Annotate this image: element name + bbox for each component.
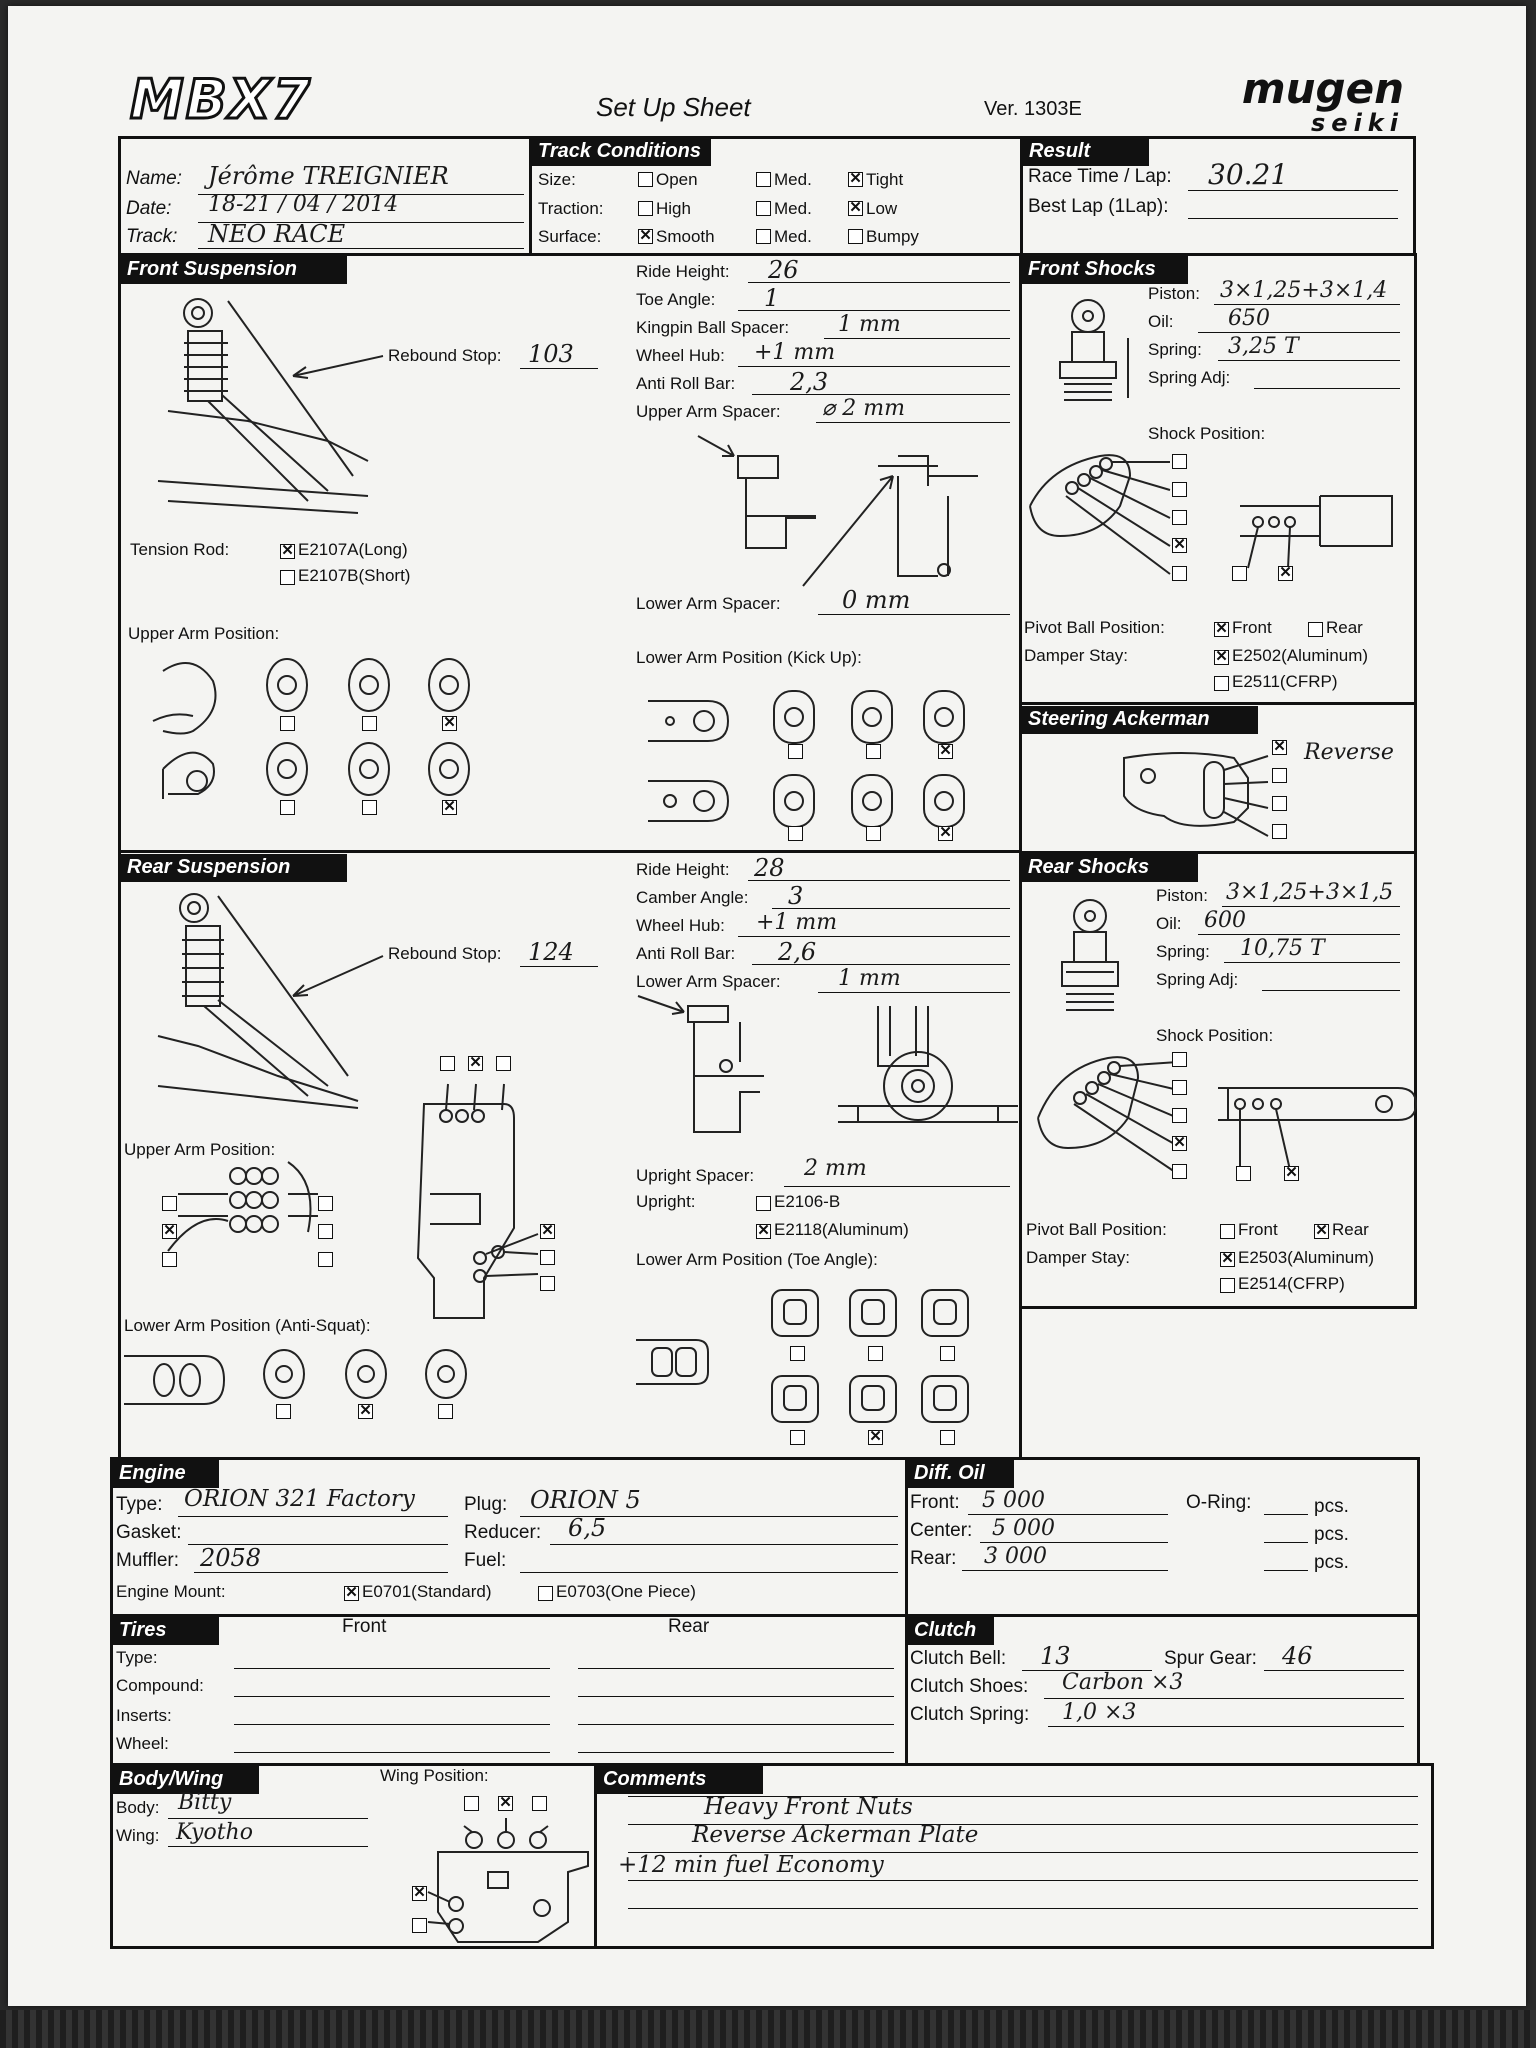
background-mat (0, 2010, 1536, 2048)
diff-center-label: Center: (910, 1520, 973, 1541)
rear-ride-height-label: Ride Height: (636, 860, 730, 879)
front-ride-height-label: Ride Height: (636, 262, 730, 281)
diff-front-label: Front: (910, 1492, 960, 1513)
wing-pos-2-checkbox[interactable]: ✕ (499, 1794, 512, 1811)
front-shock-pos-5-checkbox[interactable] (1172, 566, 1187, 581)
rear-upright-spacer-value[interactable]: 2 mm (804, 1156, 867, 1181)
rear-tower-low-1-checkbox[interactable]: ✕ (541, 1222, 554, 1239)
rear-tower-low-3-checkbox[interactable] (540, 1276, 555, 1291)
front-toe-value[interactable]: 1 (764, 284, 780, 312)
ackerman-note[interactable]: Reverse (1304, 740, 1394, 765)
body-wing-header: Body/Wing (113, 1766, 259, 1794)
rear-shock-pos-1-checkbox[interactable] (1172, 1052, 1187, 1067)
front-suspension-header: Front Suspension (121, 256, 347, 284)
plug-value[interactable]: ORION 5 (530, 1486, 641, 1514)
name-value[interactable]: Jérôme TREIGNIER (208, 162, 449, 190)
rear-damper-cfrp-checkbox[interactable] (1220, 1278, 1235, 1293)
rear-shock-diagram (158, 886, 378, 1116)
spur-gear-value[interactable]: 46 (1282, 1642, 1313, 1670)
wing-label: Wing: (116, 1826, 160, 1845)
front-lower-arm-diagram (648, 681, 978, 841)
diff-front-value[interactable]: 5 000 (982, 1488, 1045, 1513)
wing-pos-1-checkbox[interactable] (464, 1796, 479, 1811)
rear-lower-arm-toe-label: Lower Arm Position (Toe Angle): (636, 1250, 878, 1269)
rear-arm-pos-2-checkbox[interactable]: ✕ (1285, 1164, 1298, 1181)
spur-gear-label: Spur Gear: (1164, 1648, 1257, 1669)
result-header: Result (1023, 138, 1149, 166)
front-upper-arm-position-label: Upper Arm Position: (128, 624, 280, 643)
front-wheel-hub-label: Wheel Hub: (636, 346, 725, 365)
wing-mount-diagram (408, 1812, 588, 1942)
clutch-spring-value[interactable]: 1,0 ×3 (1062, 1700, 1137, 1725)
muffler-label: Muffler: (116, 1550, 180, 1571)
rear-arm-pos-1-checkbox[interactable] (1236, 1166, 1251, 1181)
rear-hub-diagram (638, 996, 1018, 1146)
body-value[interactable]: Bitty (178, 1790, 232, 1815)
gasket-label: Gasket: (116, 1522, 182, 1543)
plug-label: Plug: (464, 1494, 508, 1515)
clutch-bell-value[interactable]: 13 (1040, 1642, 1071, 1670)
front-lower-arm-position-label: Lower Arm Position (Kick Up): (636, 648, 862, 667)
front-lower-arm-pos-3-checkbox[interactable]: ✕ (939, 742, 952, 759)
reducer-label: Reducer: (464, 1522, 542, 1543)
diff-rear-label: Rear: (910, 1548, 957, 1569)
rear-lower-arm-spacer-label: Lower Arm Spacer: (636, 972, 781, 991)
rear-upper-arm-right-1-checkbox[interactable] (318, 1196, 333, 1211)
front-upper-arm-pos-4-checkbox[interactable] (280, 800, 295, 815)
size-med-checkbox[interactable] (756, 172, 771, 187)
rear-spring-label: Spring: (1156, 942, 1210, 961)
front-shock-pos-2-checkbox[interactable] (1172, 482, 1187, 497)
front-upper-arm-spacer-value[interactable]: ⌀ 2 mm (822, 396, 905, 421)
tension-short-checkbox[interactable] (280, 570, 295, 585)
front-arm-pos-1-checkbox[interactable] (1232, 566, 1247, 581)
front-lower-arm-pos-5-checkbox[interactable] (866, 826, 881, 841)
race-time-label: Race Time / Lap: (1028, 166, 1172, 187)
wing-mount-1-checkbox[interactable]: ✕ (413, 1884, 426, 1901)
front-spring-value[interactable]: 3,25 T (1228, 334, 1299, 359)
tire-rear-type-field[interactable] (578, 1668, 894, 1669)
rear-tower-pos-2-checkbox[interactable]: ✕ (469, 1054, 482, 1071)
rear-tower-low-2-checkbox[interactable] (540, 1250, 555, 1265)
front-lower-arm-pos-6-checkbox[interactable]: ✕ (939, 824, 952, 841)
upright-e2118-checkbox[interactable]: ✕ (757, 1222, 770, 1239)
engine-mount-label: Engine Mount: (116, 1582, 226, 1601)
surface-smooth-checkbox[interactable]: ✕ (639, 227, 652, 244)
body-label: Body: (116, 1798, 160, 1817)
oring-front-field[interactable] (1264, 1514, 1308, 1515)
tires-header: Tires (113, 1617, 219, 1645)
tires-front-header: Front (342, 1616, 387, 1637)
comment-line-3[interactable]: +12 min fuel Economy (618, 1852, 884, 1878)
rear-toe-pos-3-checkbox[interactable] (940, 1346, 955, 1361)
rear-shock-pos-5-checkbox[interactable] (1172, 1164, 1187, 1179)
front-anti-roll-value[interactable]: 2,3 (790, 368, 829, 396)
rear-rebound-value[interactable]: 124 (528, 938, 574, 966)
rear-shock-body-icon (1048, 898, 1138, 1028)
front-rebound-value[interactable]: 103 (528, 340, 574, 368)
traction-high-checkbox[interactable] (638, 201, 653, 216)
surface-bumpy-checkbox[interactable] (848, 229, 863, 244)
rear-upper-arm-left-1-checkbox[interactable] (162, 1196, 177, 1211)
rear-rebound-label: Rebound Stop: (388, 944, 502, 963)
rear-upright-spacer-label: Upright Spacer: (636, 1166, 755, 1185)
muffler-value[interactable]: 2058 (200, 1544, 262, 1572)
comment-line-2[interactable]: Reverse Ackerman Plate (692, 1822, 979, 1848)
front-shock-pos-1-checkbox[interactable] (1172, 454, 1187, 469)
front-pivot-label: Pivot Ball Position: (1024, 618, 1165, 637)
traction-med-checkbox[interactable] (756, 201, 771, 216)
front-kingpin-label: Kingpin Ball Spacer: (636, 318, 790, 337)
front-ride-height-value[interactable]: 26 (768, 256, 799, 284)
front-lower-arm-pos-2-checkbox[interactable] (866, 744, 881, 759)
comments-header: Comments (597, 1766, 763, 1794)
wing-mount-2-checkbox[interactable] (412, 1918, 427, 1933)
wing-pos-3-checkbox[interactable] (532, 1796, 547, 1811)
tire-rear-inserts-field[interactable] (578, 1724, 894, 1725)
front-upper-arm-pos-3-checkbox[interactable]: ✕ (443, 714, 456, 731)
size-open-checkbox[interactable] (638, 172, 653, 187)
clutch-spring-label: Clutch Spring: (910, 1704, 1030, 1725)
front-wheel-hub-value[interactable]: +1 mm (754, 340, 836, 365)
rear-oil-value[interactable]: 600 (1204, 908, 1246, 933)
front-spring-label: Spring: (1148, 340, 1202, 359)
mbx7-logo: MBX7 (130, 68, 313, 131)
traction-low-checkbox[interactable]: ✕ (849, 199, 862, 216)
diff-center-value[interactable]: 5 000 (992, 1516, 1055, 1541)
rear-lower-arm-spacer-value[interactable]: 1 mm (838, 966, 901, 991)
diff-rear-value[interactable]: 3 000 (984, 1544, 1047, 1569)
front-piston-label: Piston: (1148, 284, 1200, 303)
rear-lower-arm-anti-label: Lower Arm Position (Anti-Squat): (124, 1316, 371, 1335)
ackerman-pos-2-checkbox[interactable] (1272, 768, 1287, 783)
rear-anti-roll-value[interactable]: 2,6 (778, 938, 817, 966)
date-label: Date: (126, 198, 172, 219)
best-lap-label: Best Lap (1Lap): (1028, 196, 1169, 217)
front-hub-diagram (698, 436, 988, 586)
rear-toe-pos-1-checkbox[interactable] (790, 1346, 805, 1361)
rear-upper-arm-right-2-checkbox[interactable] (318, 1224, 333, 1239)
tire-rear-wheel-field[interactable] (578, 1752, 894, 1753)
clutch-bell-label: Clutch Bell: (910, 1648, 1007, 1669)
rear-shocks-header: Rear Shocks (1022, 854, 1198, 882)
engine-type-value[interactable]: ORION 321 Factory (184, 1486, 415, 1512)
front-damper-cfrp-checkbox[interactable] (1214, 676, 1229, 691)
front-upper-arm-pos-2-checkbox[interactable] (362, 716, 377, 731)
front-shock-pos-4-checkbox[interactable]: ✕ (1173, 536, 1186, 553)
front-shock-diagram (158, 291, 378, 521)
engine-type-label: Type: (116, 1494, 163, 1515)
ackerman-plate-diagram (1118, 746, 1268, 836)
front-arm-pos-2-checkbox[interactable]: ✕ (1279, 564, 1292, 581)
rear-toe-pos-2-checkbox[interactable] (868, 1346, 883, 1361)
tension-long-checkbox[interactable]: ✕ (281, 542, 294, 559)
clutch-shoes-label: Clutch Shoes: (910, 1676, 1029, 1697)
front-kingpin-value[interactable]: 1 mm (838, 312, 901, 337)
rear-upper-arm-right-3-checkbox[interactable] (318, 1252, 333, 1267)
front-oil-label: Oil: (1148, 312, 1174, 331)
oring-label: O-Ring: (1186, 1492, 1252, 1513)
front-shock-pos-3-checkbox[interactable] (1172, 510, 1187, 525)
rear-upper-arm-diagram (158, 1166, 338, 1256)
reducer-value[interactable]: 6,5 (568, 1514, 607, 1542)
rear-anti-squat-pos-1-checkbox[interactable] (276, 1404, 291, 1419)
rear-wheel-hub-value[interactable]: +1 mm (756, 910, 838, 935)
rear-pivot-front-checkbox[interactable] (1220, 1224, 1235, 1239)
rear-anti-squat-pos-2-checkbox[interactable]: ✕ (359, 1402, 372, 1419)
ackerman-pos-4-checkbox[interactable] (1272, 824, 1287, 839)
rear-lower-arm-anti-diagram (124, 1346, 474, 1416)
fuel-label: Fuel: (464, 1550, 507, 1571)
front-shock-position-diagram (1020, 446, 1410, 576)
mount-standard-checkbox[interactable]: ✕ (345, 1584, 358, 1601)
front-upper-arm-pos-5-checkbox[interactable] (362, 800, 377, 815)
track-value[interactable]: NEO RACE (208, 220, 346, 248)
oring-center-field[interactable] (1264, 1542, 1308, 1543)
mugen-seiki-logo: mugen seiki (1241, 64, 1404, 137)
front-upper-arm-spacer-label: Upper Arm Spacer: (636, 402, 781, 421)
tires-rear-header: Rear (668, 1616, 710, 1637)
rear-tower-pos-3-checkbox[interactable] (496, 1056, 511, 1071)
front-lower-arm-spacer-value[interactable]: 0 mm (842, 586, 911, 614)
rear-toe-pos-6-checkbox[interactable] (940, 1430, 955, 1445)
rear-shock-pos-4-checkbox[interactable]: ✕ (1173, 1134, 1186, 1151)
rear-lower-arm-toe-diagram (636, 1286, 976, 1436)
rear-shock-pos-3-checkbox[interactable] (1172, 1108, 1187, 1123)
front-lower-arm-spacer-label: Lower Arm Spacer: (636, 594, 781, 613)
rear-damper-alu-checkbox[interactable]: ✕ (1221, 1250, 1234, 1267)
rear-upper-arm-left-2-checkbox[interactable]: ✕ (163, 1222, 176, 1239)
front-oil-value[interactable]: 650 (1228, 306, 1270, 331)
name-label: Name: (126, 168, 182, 189)
front-toe-label: Toe Angle: (636, 290, 716, 309)
date-value[interactable]: 18-21 / 04 / 2014 (208, 192, 399, 217)
tire-front-inserts-field[interactable] (234, 1724, 550, 1725)
ackerman-pos-3-checkbox[interactable] (1272, 796, 1287, 811)
rear-shock-position-label: Shock Position: (1156, 1026, 1274, 1045)
rear-damper-label: Damper Stay: (1026, 1248, 1130, 1267)
front-upper-arm-diagram (153, 651, 483, 811)
rear-suspension-header: Rear Suspension (121, 854, 347, 882)
ackerman-pos-1-checkbox[interactable]: ✕ (1273, 738, 1286, 755)
front-lower-arm-pos-4-checkbox[interactable] (788, 826, 803, 841)
surface-med-checkbox[interactable] (756, 229, 771, 244)
size-tight-checkbox[interactable]: ✕ (849, 170, 862, 187)
track-conditions-header: Track Conditions (532, 138, 711, 166)
front-upper-arm-pos-6-checkbox[interactable]: ✕ (443, 798, 456, 815)
sheet-title: Set Up Sheet (596, 92, 751, 122)
rear-upright-label: Upright: (636, 1192, 696, 1211)
wing-position-label: Wing Position: (380, 1766, 489, 1785)
clutch-shoes-value[interactable]: Carbon ×3 (1062, 1670, 1184, 1695)
rear-rebound-arrow (288, 951, 388, 1001)
mount-one-piece-checkbox[interactable] (538, 1586, 553, 1601)
rear-anti-squat-pos-3-checkbox[interactable] (438, 1404, 453, 1419)
rear-oil-label: Oil: (1156, 914, 1182, 933)
setup-sheet: MBX7 Set Up Sheet Ver. 1303E mugen seiki Name: Jérôme TREIGNIER Date: 18-21 / 04 / 2014 Track: NEO RACE Track Conditions Size: Traction: Surface: Open Med. ✕ Tight High Med. ✕ Low ✕ Smooth Med. Bumpy Result Race Time / Lap: 30.21 Best Lap (1Lap): Front Suspension Rebound Stop: 103 Ride Height: 26 Toe Angle: 1 Kingpin Ball Spacer: 1 mm Wheel Hub: +1 mm Anti Roll Bar: 2,3 Upper Arm Spacer: ⌀ 2 mm Lower Arm Spacer: 0 mm Tension Rod: ✕ E2107A(Long) E2107B(Short) Upper Arm Position: ✕ ✕ Lower Arm Position (Kick Up): ✕ ✕ Rear Suspension Rebound Stop: 124 Ride Height: 28 Camber Angle: 3 Wheel Hub: +1 mm Anti Roll Bar: 2,6 Lower Arm Spacer: 1 mm Upright Spacer: 2 mm Upright: E2106-B ✕ E2118(Aluminum) Upper Arm Position: ✕ ✕ ✕ Lower Arm Position (Toe Angle): ✕ Lower Arm Position (Anti-Squat): ✕ Front Shocks Piston: 3×1,25+3×1,4 Oil: 650 Spring: 3,25 T Spring Adj: Shock Position: ✕ ✕ Pivot Ball Position: ✕ Front Rear Damper Stay: ✕ E2502(Aluminum) E2511(CFRP) Steering Ackerman ✕ Reverse Rear Shocks Piston: 3×1,25+3×1,5 Oil: 600 Spring: 10,75 T Spring Adj: Shock Position: ✕ ✕ Pivot Ball Position: Front ✕ Rear Damper Stay: ✕ E2503(Aluminum) E2514(CFRP) Engine Type: ORION 321 Factory Plug: ORION 5 Gasket: Reducer: 6,5 Muffler: 2058 Fuel: Engine Mount: ✕ E0701(Standard) E0703(One Piece) Diff. Oil Front: 5 000 Center: 5 000 Rear: 3 000 O-Ring: pcs. pcs. pcs. Tires Front Rear Type: Compound: Inserts: Wheel: Clutch Clutch Bell: 13 Spur Gear: 46 Clutch Shoes: Carbon ×3 Clutch Spring: 1,0 ×3 Body/Wing Wing Position: Body: Bitty Wing: Kyotho ✕ ✕ Comments Heavy Front Nuts Reverse Ackerman Plate +12 min fuel Economy (8, 6, 1526, 2006)
rear-anti-roll-label: Anti Roll Bar: (636, 944, 736, 963)
rear-pivot-label: Pivot Ball Position: (1026, 1220, 1167, 1239)
front-damper-label: Damper Stay: (1024, 646, 1128, 665)
front-upper-arm-pos-1-checkbox[interactable] (280, 716, 295, 731)
tire-front-type-field[interactable] (234, 1668, 550, 1669)
front-shocks-header: Front Shocks (1022, 256, 1188, 284)
rear-tower-diagram (418, 1074, 558, 1334)
comment-line-1[interactable]: Heavy Front Nuts (704, 1794, 913, 1820)
rear-piston-label: Piston: (1156, 886, 1208, 905)
tire-front-wheel-field[interactable] (234, 1752, 550, 1753)
rear-spring-adj-label: Spring Adj: (1156, 970, 1239, 989)
track-label: Track: (126, 226, 178, 247)
rebound-arrow (288, 351, 388, 381)
front-damper-alu-checkbox[interactable]: ✕ (1215, 648, 1228, 665)
rear-shock-pos-2-checkbox[interactable] (1172, 1080, 1187, 1095)
tire-front-compound-field[interactable] (234, 1696, 550, 1697)
rear-upper-arm-left-3-checkbox[interactable] (162, 1252, 177, 1267)
wing-value[interactable]: Kyotho (176, 1820, 253, 1845)
rear-toe-pos-4-checkbox[interactable] (790, 1430, 805, 1445)
front-pivot-front-checkbox[interactable]: ✕ (1215, 620, 1228, 637)
rear-shock-position-diagram (1028, 1048, 1418, 1178)
front-shock-body-icon (1046, 298, 1136, 418)
rear-camber-value[interactable]: 3 (788, 882, 804, 910)
engine-header: Engine (113, 1460, 219, 1488)
front-rebound-label: Rebound Stop: (388, 346, 502, 365)
rear-spring-value[interactable]: 10,75 T (1240, 936, 1325, 961)
rear-wheel-hub-label: Wheel Hub: (636, 916, 725, 935)
front-lower-arm-pos-1-checkbox[interactable] (788, 744, 803, 759)
diff-oil-header: Diff. Oil (908, 1460, 1014, 1488)
rear-camber-label: Camber Angle: (636, 888, 749, 907)
front-anti-roll-label: Anti Roll Bar: (636, 374, 736, 393)
front-shock-position-label: Shock Position: (1148, 424, 1266, 443)
clutch-header: Clutch (908, 1617, 994, 1645)
tire-rear-compound-field[interactable] (578, 1696, 894, 1697)
rear-toe-pos-5-checkbox[interactable]: ✕ (869, 1428, 882, 1445)
race-time-value[interactable]: 30.21 (1208, 158, 1289, 191)
rear-pivot-rear-checkbox[interactable]: ✕ (1315, 1222, 1328, 1239)
front-piston-value[interactable]: 3×1,25+3×1,4 (1220, 278, 1388, 303)
rear-upper-arm-position-label: Upper Arm Position: (124, 1140, 276, 1159)
tires-box (110, 1614, 908, 1766)
rear-piston-value[interactable]: 3×1,25+3×1,5 (1226, 880, 1394, 905)
version-label: Ver. 1303E (984, 98, 1082, 120)
front-spring-adj-label: Spring Adj: (1148, 368, 1231, 387)
steering-ackerman-header: Steering Ackerman (1022, 706, 1258, 734)
upright-e2106-checkbox[interactable] (756, 1196, 771, 1211)
tension-rod-label: Tension Rod: (130, 540, 230, 559)
oring-rear-field[interactable] (1264, 1570, 1308, 1571)
rear-ride-height-value[interactable]: 28 (754, 854, 785, 882)
rear-tower-pos-1-checkbox[interactable] (440, 1056, 455, 1071)
front-pivot-rear-checkbox[interactable] (1308, 622, 1323, 637)
